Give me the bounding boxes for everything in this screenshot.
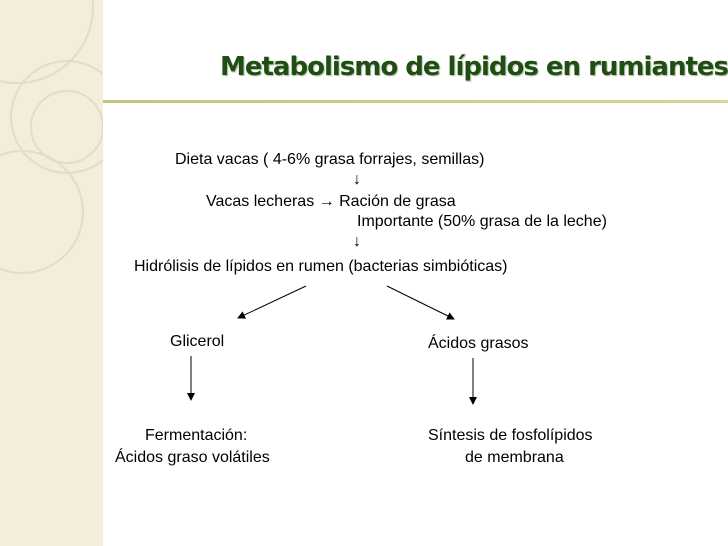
node-dieta: Dieta vacas ( 4-6% grasa forrajes, semillas) — [175, 151, 485, 168]
down-arrow-1: ↓ — [353, 171, 361, 188]
slide-title: Metabolismo de lípidos en rumiantes — [220, 52, 728, 82]
arrow-to-acidos-grasos — [387, 286, 454, 319]
arrow-to-glicerol — [238, 286, 306, 318]
node-acidos-grasos: Ácidos grasos — [428, 335, 529, 352]
node-sintesis-line-2: de membrana — [465, 449, 564, 466]
node-fermentacion-line-2: Ácidos graso volátiles — [115, 449, 270, 466]
down-arrow-2: ↓ — [353, 233, 361, 250]
node-glicerol: Glicerol — [170, 333, 225, 350]
node-importante: Importante (50% grasa de la leche) — [357, 213, 607, 230]
node-sintesis-line-1: Síntesis de fosfolípidos — [428, 427, 593, 444]
node-fermentacion-line-1: Fermentación: — [145, 427, 248, 444]
node-hidrolisis: Hidrólisis de lípidos en rumen (bacterias simbióticas) — [134, 258, 508, 275]
node-vacas-lecheras: Vacas lecheras → Ración de grasa — [206, 193, 456, 210]
